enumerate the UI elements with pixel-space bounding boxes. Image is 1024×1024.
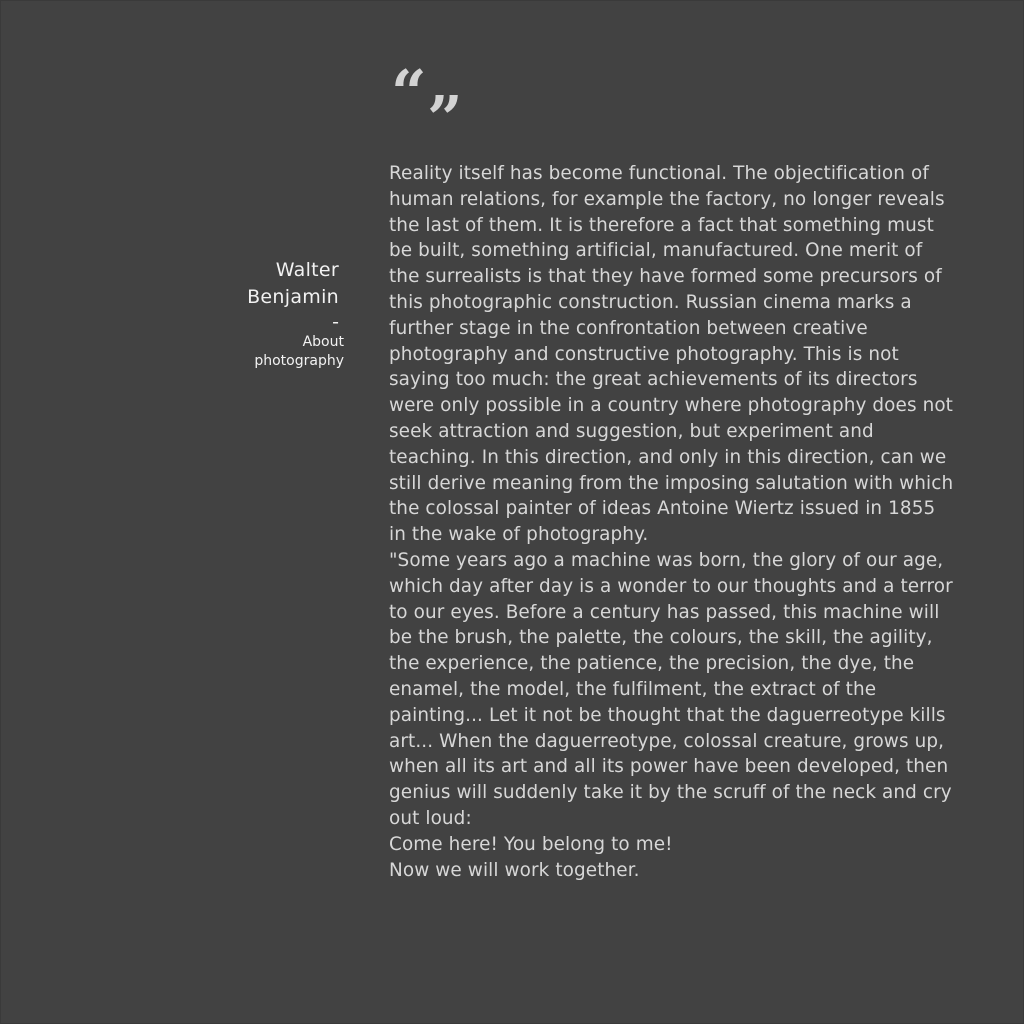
quote-paragraph: Reality itself has become functional. The objectification of human relations, for example the factory, no longer reveals the last of them. It is therefore a fact that something must be built, something artificial, manufactured. One merit of the surrealists is that they have formed some precursors of this photographic construction. Russian cinema marks a further stage in the confrontation between creative photography and constructive photography. This is not saying too much: the great achievements of its directors were only possible in a country where photography does not seek attraction and suggestion, but experiment and teaching. In this direction, and only in this direction, can we still derive meaning from the imposing salutation with which the colossal painter of ideas Antoine Wiertz issued in 1855 in the wake of photography. [389,163,954,546]
quote-paragraph: Now we will work together. [389,859,640,881]
close-quote-icon: ” [427,82,463,155]
open-quote-icon: “ [391,56,427,129]
quotation-marks-icon [391,56,471,155]
quote-paragraph: "Some years ago a machine was born, the glory of our age, which day after day is a wonder to our thoughts and a terror to our eyes. Before a century has passed, this machine will be the brush, the palette, the colours, the skill, the agility, the experience, the patience, the precision, the dye, the enamel, the model, the fulfilment, the extract of the painting... Let it not be thought that the daguerreotype kills art... When the daguerreotype, colossal creature, grows up, when all its art and all its power have been developed, then genius will suddenly take it by the scruff of the neck and cry out loud: [389,549,953,829]
quote-body [389,161,955,883]
author-name-first: Walter [275,259,339,281]
quote-paragraph: Come here! You belong to me! [389,833,673,855]
author-separator: - [332,311,339,333]
quote-subject-line1: About [302,334,344,350]
author-name-last: Benjamin [247,286,339,308]
quote-subject-line2: photography [254,353,344,369]
author-attribution [182,257,342,371]
